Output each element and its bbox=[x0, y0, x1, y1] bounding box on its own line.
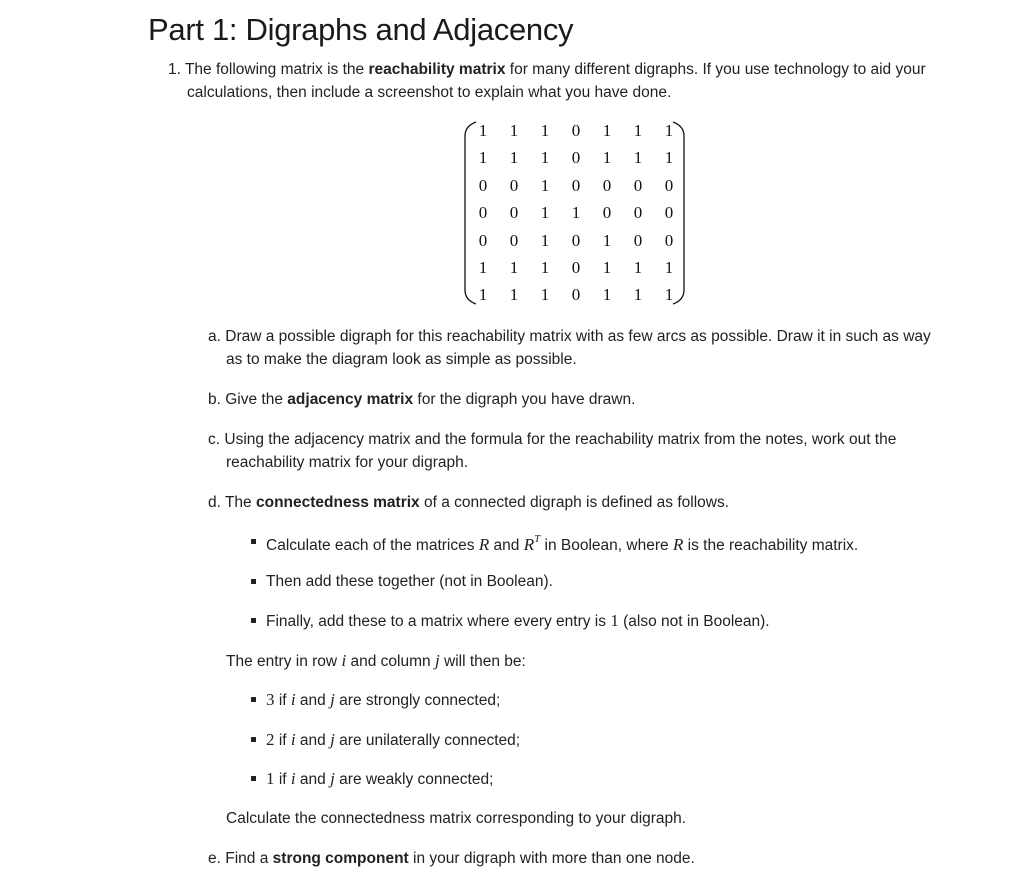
part-d-weak-bullet: 1 if i and j are weakly connected; bbox=[266, 769, 494, 788]
matrix-cell: 0 bbox=[571, 175, 581, 195]
part-d-bullet-2: Then add these together (not in Boolean). bbox=[266, 573, 553, 590]
question-number: 1. bbox=[168, 61, 181, 78]
matrix-cell: 1 bbox=[478, 148, 488, 168]
matrix-cell: 0 bbox=[602, 175, 612, 195]
matrix-cell: 1 bbox=[540, 175, 550, 195]
matrix-cell: 1 bbox=[633, 258, 643, 277]
bullet-marker bbox=[251, 618, 256, 623]
bullet-marker bbox=[251, 539, 256, 544]
matrix-cell: 1 bbox=[602, 258, 612, 277]
matrix-cell: 0 bbox=[571, 258, 581, 277]
page-title: Part 1: Digraphs and Adjacency bbox=[148, 12, 574, 47]
matrix-cell: 1 bbox=[633, 148, 643, 168]
part-e-label: e. bbox=[208, 850, 221, 867]
part-c-line-1: c. Using the adjacency matrix and the formula for the reachability matrix from the notes, work out the bbox=[208, 431, 897, 448]
matrix-cell: 1 bbox=[664, 258, 674, 277]
matrix-cell: 1 bbox=[540, 230, 550, 250]
matrix-cell: 0 bbox=[509, 203, 519, 223]
part-a-line-2: as to make the diagram look as simple as possible. bbox=[226, 351, 577, 368]
matrix-cell: 1 bbox=[509, 148, 519, 168]
matrix-cell: 0 bbox=[664, 175, 674, 195]
matrix-cell: 0 bbox=[664, 203, 674, 223]
matrix-cell: 1 bbox=[540, 258, 550, 277]
matrix-cell: 0 bbox=[478, 230, 488, 250]
matrix-cell: 1 bbox=[602, 285, 612, 305]
matrix-cell: 0 bbox=[478, 203, 488, 223]
bullet-marker bbox=[251, 697, 256, 702]
reachability-matrix-term: reachability matrix bbox=[368, 61, 506, 78]
part-d-strong-bullet: 3 if i and j are strongly connected; bbox=[266, 690, 501, 709]
bullet-marker bbox=[251, 579, 256, 584]
bullet-marker bbox=[251, 776, 256, 781]
matrix-cell: 1 bbox=[509, 121, 519, 140]
reachability-matrix bbox=[462, 118, 687, 308]
part-b-label: b. bbox=[208, 391, 221, 408]
matrix-cell: 1 bbox=[509, 258, 519, 277]
matrix-cell: 1 bbox=[602, 230, 612, 250]
part-d-bullet-3: Finally, add these to a matrix where every entry is 1 (also not in Boolean). bbox=[266, 611, 770, 630]
matrix-cell: 1 bbox=[540, 121, 550, 140]
matrix-cell: 0 bbox=[633, 203, 643, 223]
matrix-cell: 0 bbox=[571, 121, 581, 140]
matrix-cell: 0 bbox=[633, 230, 643, 250]
matrix-cell: 1 bbox=[633, 121, 643, 140]
part-d-label: d. bbox=[208, 494, 221, 511]
matrix-cell: 1 bbox=[478, 121, 488, 140]
part-a-line-1: a. Draw a possible digraph for this reachability matrix with as few arcs as possible. Draw it in such as way bbox=[208, 328, 931, 345]
matrix-cell: 0 bbox=[478, 175, 488, 195]
matrix-cell: 1 bbox=[664, 285, 674, 305]
matrix-cell: 1 bbox=[540, 285, 550, 305]
bullet-marker bbox=[251, 737, 256, 742]
part-d-closing: Calculate the connectedness matrix corresponding to your digraph. bbox=[226, 810, 687, 827]
part-d-unilateral-bullet: 2 if i and j are unilaterally connected; bbox=[266, 730, 521, 749]
matrix-cell: 1 bbox=[633, 285, 643, 305]
matrix-cell: 1 bbox=[478, 285, 488, 305]
matrix-cell: 0 bbox=[571, 230, 581, 250]
matrix-cell: 1 bbox=[664, 121, 674, 140]
matrix-cell: 0 bbox=[509, 175, 519, 195]
matrix-cell: 1 bbox=[602, 121, 612, 140]
matrix-cell: 0 bbox=[571, 285, 581, 305]
adjacency-matrix-term: adjacency matrix bbox=[287, 391, 414, 408]
part-a-label: a. bbox=[208, 328, 221, 345]
matrix-cell: 1 bbox=[509, 285, 519, 305]
matrix-cell: 0 bbox=[633, 175, 643, 195]
part-b: b. Give the adjacency matrix for the digraph you have drawn. bbox=[208, 391, 636, 408]
matrix-cell: 0 bbox=[571, 148, 581, 168]
matrix-cell: 1 bbox=[478, 258, 488, 277]
part-c-line-2: reachability matrix for your digraph. bbox=[226, 454, 469, 471]
matrix-cell: 1 bbox=[571, 203, 581, 223]
part-d-bullet-1: Calculate each of the matrices R and $R^T$ in Boolean, where R is the reachability matrix. bbox=[266, 533, 859, 555]
matrix-cell: 1 bbox=[540, 148, 550, 168]
part-e: e. Find a strong component in your digraph with more than one node. bbox=[208, 850, 695, 867]
matrix-cell: 0 bbox=[602, 203, 612, 223]
matrix-cell: 0 bbox=[664, 230, 674, 250]
matrix-cell: 0 bbox=[509, 230, 519, 250]
question-1-intro-line-1: 1. The following matrix is the reachability matrix for many different digraphs. If you use technology to aid your bbox=[168, 61, 926, 78]
question-1-intro-line-2: calculations, then include a screenshot to explain what you have done. bbox=[187, 84, 672, 101]
matrix-cell: 1 bbox=[602, 148, 612, 168]
matrix-cell: 1 bbox=[540, 203, 550, 223]
matrix-cell: 1 bbox=[664, 148, 674, 168]
part-d-intro: d. The connectedness matrix of a connected digraph is defined as follows. bbox=[208, 494, 730, 511]
connectedness-matrix-term: connectedness matrix bbox=[256, 494, 420, 511]
part-c-label: c. bbox=[208, 431, 221, 448]
part-d-entry-text: The entry in row i and column j will then be: bbox=[226, 651, 526, 670]
strong-component-term: strong component bbox=[272, 850, 409, 867]
